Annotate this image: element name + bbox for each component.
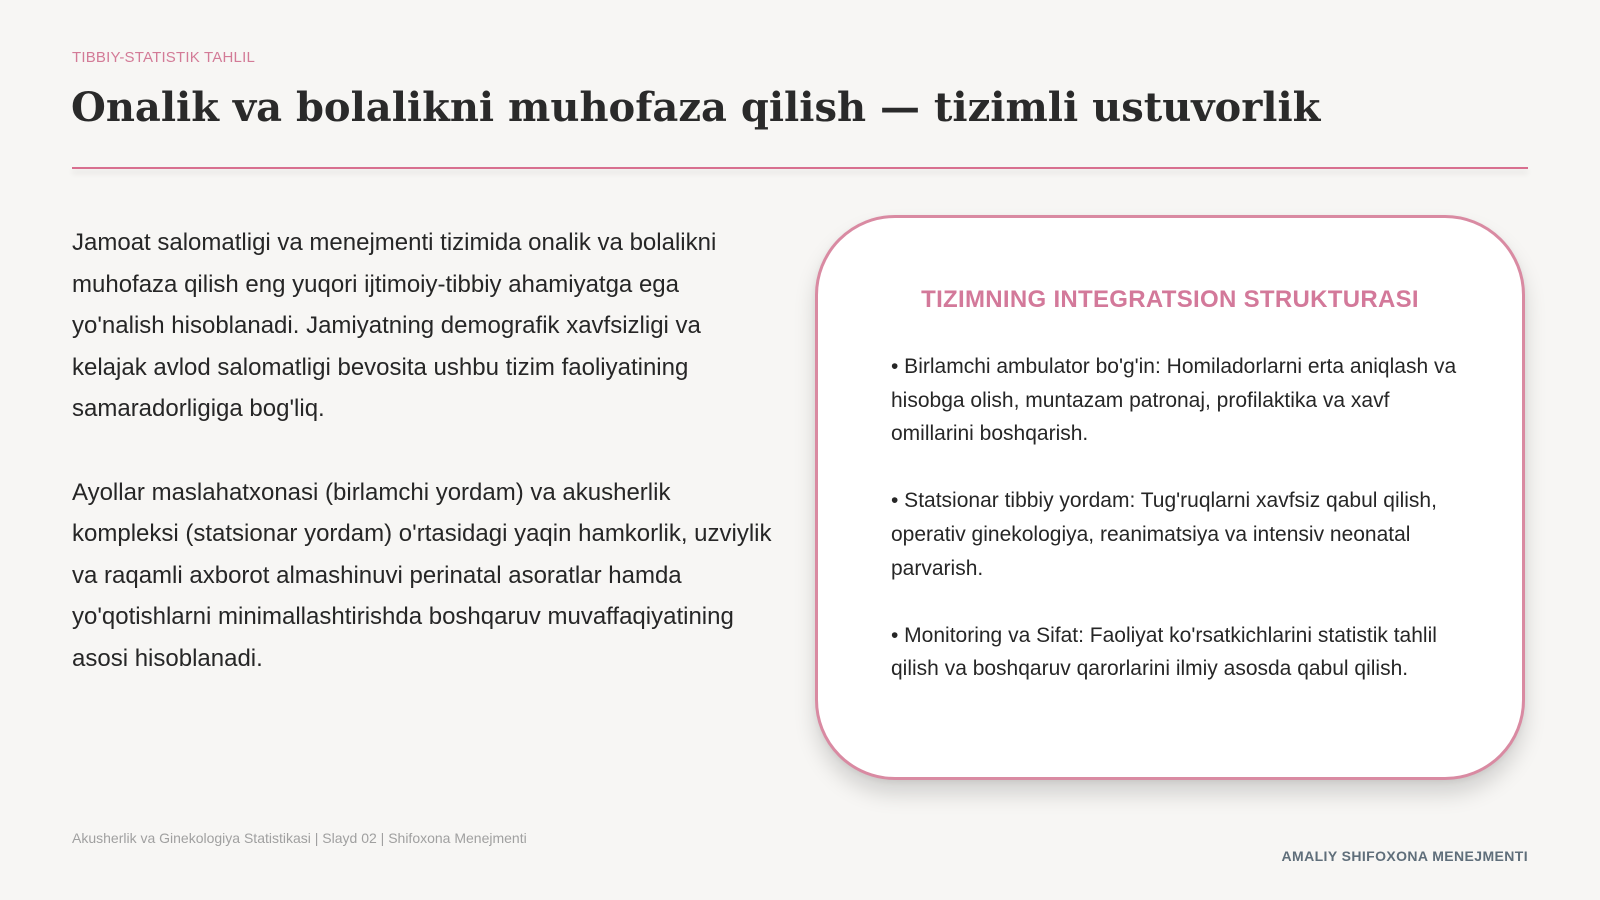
body-paragraph-2: Ayollar maslahatxonasi (birlamchi yordam) va akusherlik kompleksi (statsionar yordam) o'rtasidagi yaqin hamkorlik, uzviylik va raqamli axborot almashinuvi perinatal asoratlar hamda yo'qotishlarni minimallashtirishda boshqaruv muvaffaqiyatining asosi hisoblanadi.: [72, 478, 772, 672]
footer-brand: AMALIY SHIFOXONA MENEJMENTI: [1281, 848, 1528, 864]
card-list-item: • Birlamchi ambulator bo'g'in: Homiladorlarni erta aniqlash va hisobga olish, muntazam patronaj, profilaktika va xavf omillarini boshqarish.: [891, 355, 1457, 446]
card-list-item: • Statsionar tibbiy yordam: Tug'ruqlarni xavfsiz qabul qilish, operativ ginekologiya, reanimatsiya va intensiv neonatal parvarish.: [891, 489, 1437, 580]
body-text-column: [72, 222, 772, 680]
card-list-item: • Monitoring va Sifat: Faoliyat ko'rsatkichlarini statistik tahlil qilish va boshqaruv qarorlarini ilmiy asosda qabul qilish.: [891, 623, 1437, 681]
slide-title: Onalik va bolalikni muhofaza qilish — tizimli ustuvorlik: [71, 84, 1321, 131]
slide-eyebrow: TIBBIY-STATISTIK TAHLIL: [72, 49, 255, 66]
footer-caption: Akusherlik va Ginekologiya Statistikasi | Slayd 02 | Shifoxona Menejmenti: [72, 830, 527, 846]
body-paragraph-1: Jamoat salomatligi va menejmenti tizimida onalik va bolalikni muhofaza qilish eng yuqori ijtimoiy-tibbiy ahamiyatga ega yo'nalish hisoblanadi. Jamiyatning demografik xavfsizligi va kelajak avlod salomatligi bevosita ushbu tizim faoliyatining samaradorligiga bog'liq.: [72, 229, 717, 423]
card-list: [891, 350, 1471, 686]
card-heading: TIZIMNING INTEGRATSION STRUKTURASI: [921, 286, 1419, 313]
title-divider: [72, 167, 1528, 169]
structure-card: [815, 215, 1525, 780]
